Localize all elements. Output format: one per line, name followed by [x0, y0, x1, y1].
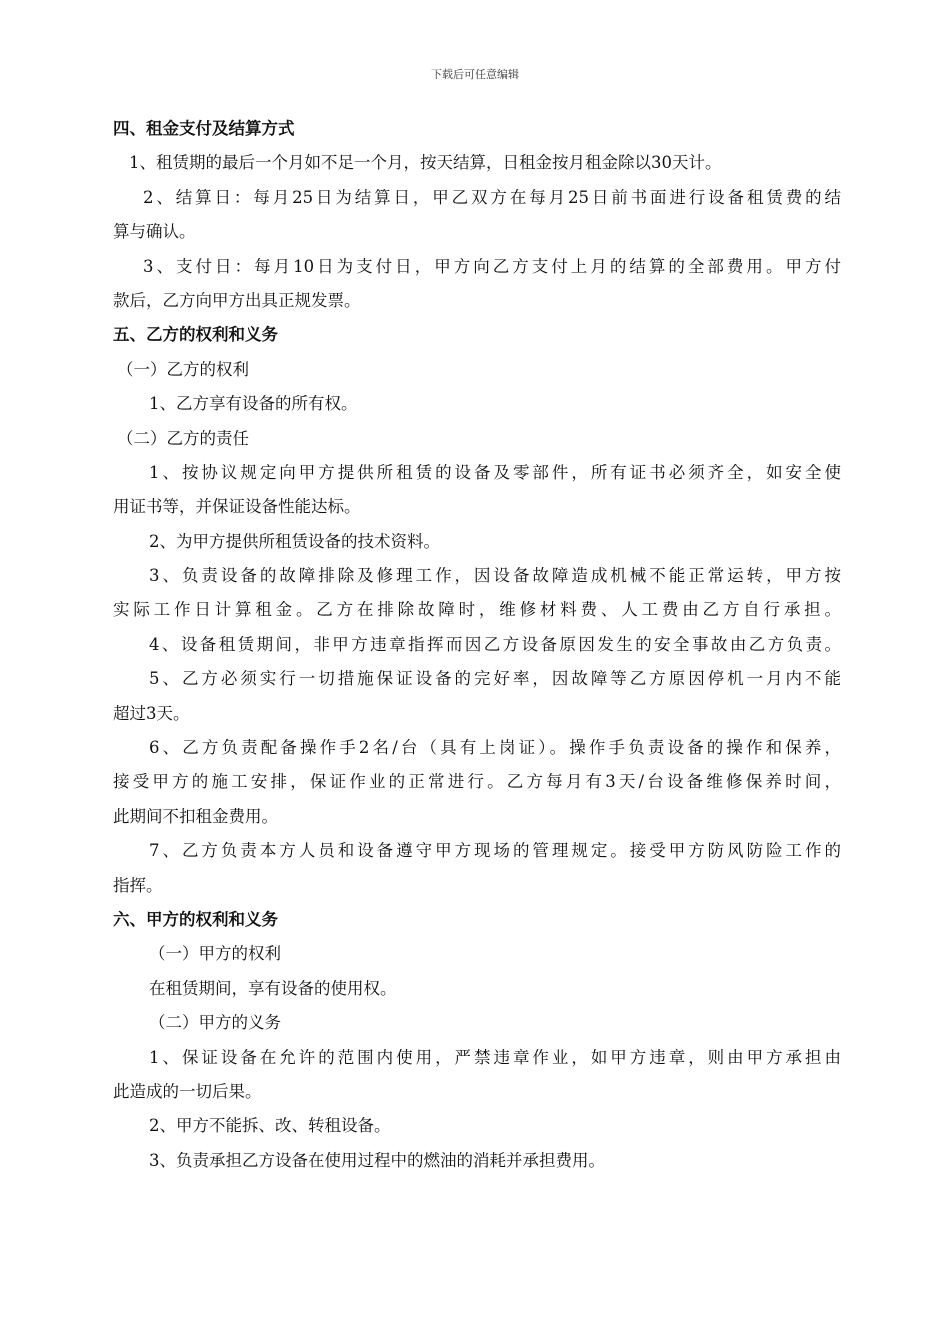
paragraph: 在租赁期间，享有设备的使用权。 — [149, 978, 397, 998]
paragraph: 4、设备租赁期间，非甲方违章指挥而因乙方设备原因发生的安全事故由乙方负责。 — [149, 634, 841, 654]
paragraph-line: 算与确认。 — [113, 222, 196, 242]
page-header: 下载后可任意编辑 — [431, 68, 519, 81]
paragraph-line: 用证书等，并保证设备性能达标。 — [113, 497, 361, 517]
paragraph: 2、甲方不能拆、改、转租设备。 — [149, 1116, 391, 1136]
paragraph: 2、为甲方提供所租赁设备的技术资料。 — [149, 531, 440, 551]
paragraph-line: 1、保证设备在允许的范围内使用，严禁违章作业，如甲方违章，则由甲方承担由 — [149, 1047, 841, 1067]
document-body — [113, 112, 841, 1178]
section-5-heading: 五、乙方的权利和义务 — [113, 325, 278, 345]
section-6-heading: 六、甲方的权利和义务 — [113, 909, 278, 929]
subsection-heading: （一）甲方的权利 — [149, 944, 281, 964]
paragraph-line: 7、乙方负责本方人员和设备遵守甲方现场的管理规定。接受甲方防风防险工作的 — [149, 841, 841, 861]
paragraph-line: 超过3天。 — [113, 703, 190, 723]
paragraph: 1、乙方享有设备的所有权。 — [149, 394, 358, 414]
paragraph-line: 3、负责设备的故障排除及修理工作，因设备故障造成机械不能正常运转，甲方按 — [149, 566, 841, 586]
paragraph-line: 1、按协议规定向甲方提供所租赁的设备及零部件，所有证书必须齐全，如安全使 — [149, 462, 841, 482]
subsection-heading: （一）乙方的权利 — [117, 359, 249, 379]
paragraph-line: 6、乙方负责配备操作手2名/台（具有上岗证）。操作手负责设备的操作和保养， — [149, 738, 841, 758]
paragraph-line: 指挥。 — [113, 875, 163, 895]
paragraph-line: 2、结算日：每月25日为结算日，甲乙双方在每月25日前书面进行设备租赁费的结 — [143, 187, 841, 207]
paragraph-line: 此造成的一切后果。 — [113, 1081, 262, 1101]
paragraph-line: 此期间不扣租金费用。 — [113, 806, 278, 826]
paragraph-line: 款后，乙方向甲方出具正规发票。 — [113, 290, 361, 310]
paragraph-line: 3、支付日：每月10日为支付日，甲方向乙方支付上月的结算的全部费用。甲方付 — [143, 256, 841, 276]
paragraph: 3、负责承担乙方设备在使用过程中的燃油的消耗并承担费用。 — [149, 1150, 605, 1170]
paragraph-line: 实际工作日计算租金。乙方在排除故障时，维修材料费、人工费由乙方自行承担。 — [113, 600, 841, 620]
paragraph-line: 接受甲方的施工安排，保证作业的正常进行。乙方每月有3天/台设备维修保养时间， — [113, 772, 841, 792]
section-4-heading: 四、租金支付及结算方式 — [113, 119, 295, 138]
subsection-heading: （二）甲方的义务 — [149, 1013, 281, 1033]
subsection-heading: （二）乙方的责任 — [117, 428, 249, 448]
paragraph: 1、租赁期的最后一个月如不足一个月，按天结算，日租金按月租金除以30天计。 — [129, 153, 722, 173]
paragraph-line: 5、乙方必须实行一切措施保证设备的完好率，因故障等乙方原因停机一月内不能 — [149, 669, 841, 689]
